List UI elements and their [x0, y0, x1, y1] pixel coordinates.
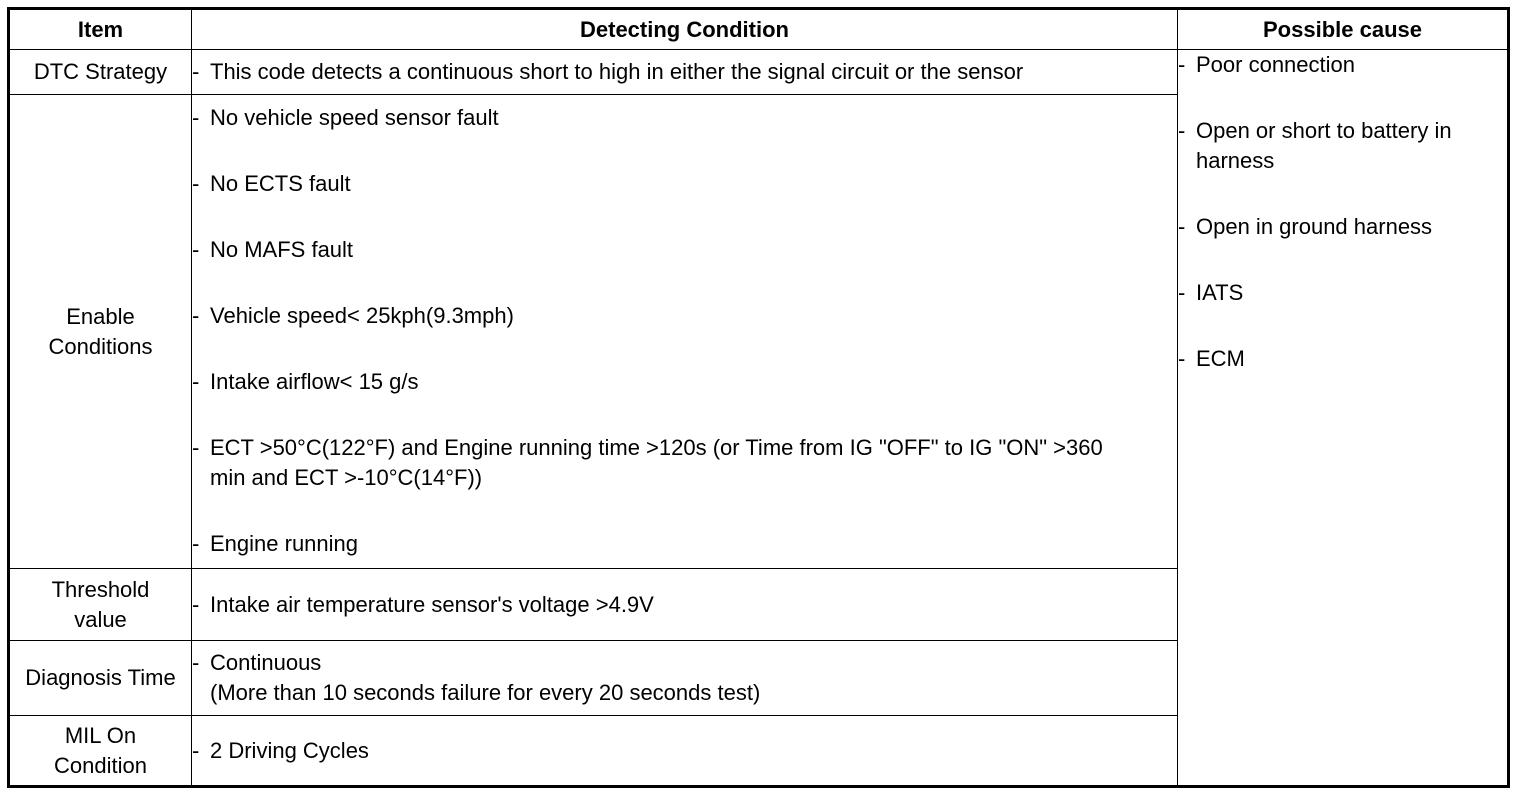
condition-dtc-strategy: [192, 50, 1178, 95]
bullet-dash: -: [1178, 346, 1186, 371]
cause-text: Poor connection: [1196, 52, 1355, 77]
bullet-dash: -: [192, 369, 200, 394]
bullet-dash: -: [192, 303, 200, 328]
condition-text: This code detects a continuous short to high in either the signal circuit or the sensor: [210, 59, 1024, 84]
item-dtc-strategy: DTC Strategy: [9, 50, 192, 95]
condition-text: Engine running: [210, 531, 359, 556]
cause-text: Open in ground harness: [1196, 214, 1433, 239]
condition-subtext: (More than 10 seconds failure for every 20 seconds test): [210, 680, 761, 705]
enable-condition-item: [192, 367, 1177, 397]
condition-text: No ECTS fault: [210, 171, 351, 196]
cause-item: [1178, 278, 1507, 308]
cause-item: [1178, 344, 1507, 374]
condition-text: Continuous: [210, 650, 322, 675]
condition-mil-on-condition: [192, 716, 1178, 787]
item-mil-on-condition: [9, 716, 192, 787]
bullet-dash: -: [192, 650, 200, 675]
item-threshold-value: [9, 569, 192, 641]
dtc-table: [7, 7, 1510, 788]
item-line: Condition: [54, 752, 147, 778]
bullet-dash: -: [192, 237, 200, 262]
cause-item: [1178, 50, 1507, 80]
bullet-dash: -: [192, 59, 200, 84]
possible-cause-cell: [1178, 50, 1509, 787]
condition-text: Intake air temperature sensor's voltage >4.9V: [210, 591, 654, 617]
cause-text: Open or short to battery in harness: [1196, 118, 1452, 173]
bullet-dash: -: [192, 591, 200, 617]
item-line: MIL On: [64, 722, 137, 748]
enable-condition-item: [192, 301, 1177, 331]
bullet-dash: -: [192, 435, 200, 460]
enable-condition-list: [192, 103, 1177, 559]
item-line: Threshold: [51, 576, 150, 602]
bullet-dash: -: [192, 737, 200, 763]
cause-text: ECM: [1196, 346, 1245, 371]
enable-condition-item: [192, 169, 1177, 199]
enable-condition-item: [192, 433, 1177, 493]
bullet-dash: -: [192, 171, 200, 196]
condition-text: No MAFS fault: [210, 237, 354, 262]
cause-item: [1178, 116, 1507, 176]
row-dtc-strategy: [9, 50, 1509, 95]
bullet-dash: -: [192, 105, 200, 130]
condition-diagnosis-time: [192, 641, 1178, 716]
item-enable-conditions: [9, 95, 192, 569]
header-row: [9, 9, 1509, 50]
bullet-dash: -: [1178, 118, 1186, 143]
condition-text: No vehicle speed sensor fault: [210, 105, 499, 130]
condition-text: 2 Driving Cycles: [210, 737, 369, 763]
cause-item: [1178, 212, 1507, 242]
item-line: Conditions: [48, 333, 153, 359]
bullet-dash: -: [1178, 214, 1186, 239]
bullet-dash: -: [1178, 280, 1186, 305]
bullet-dash: -: [1178, 52, 1186, 77]
enable-condition-item: [192, 529, 1177, 559]
condition-text: ECT >50°C(122°F) and Engine running time >120s (or Time from IG "OFF" to IG "ON" >360 min and ECT >-10°C(14°F)): [210, 435, 1103, 490]
cause-text: IATS: [1196, 280, 1244, 305]
bullet-dash: -: [192, 531, 200, 556]
item-line: value: [74, 606, 127, 632]
condition-enable-conditions: [192, 95, 1178, 569]
condition-text: Vehicle speed< 25kph(9.3mph): [210, 303, 514, 328]
item-diagnosis-time: Diagnosis Time: [9, 641, 192, 716]
enable-condition-item: [192, 235, 1177, 265]
condition-text: Intake airflow< 15 g/s: [210, 369, 419, 394]
header-detecting-condition: Detecting Condition: [192, 9, 1178, 50]
enable-condition-item: [192, 103, 1177, 133]
possible-cause-list: [1178, 50, 1507, 374]
condition-threshold-value: [192, 569, 1178, 641]
header-item: Item: [9, 9, 192, 50]
header-possible-cause: Possible cause: [1178, 9, 1509, 50]
item-line: Enable: [66, 303, 135, 329]
